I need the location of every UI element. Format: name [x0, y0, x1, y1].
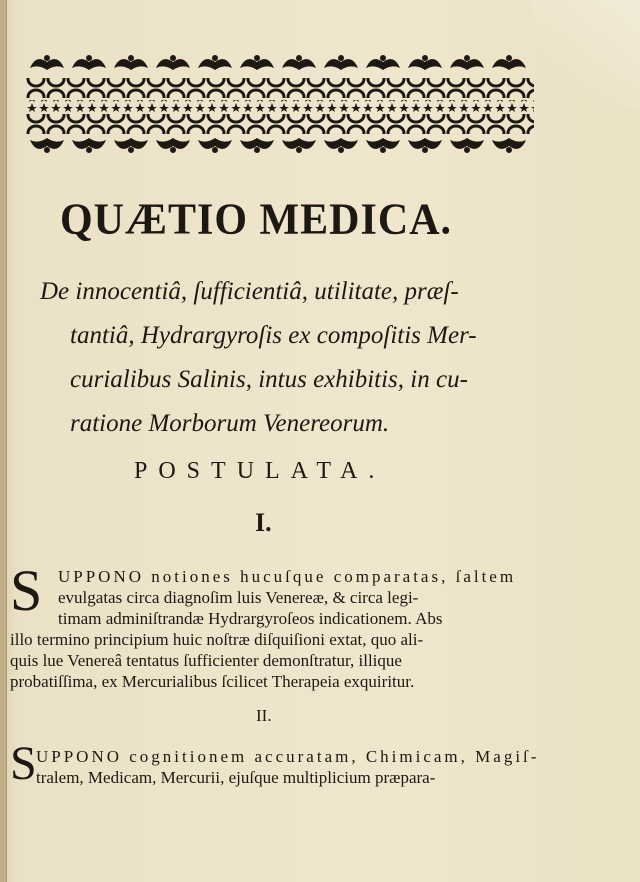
- subtitle-line: De innocentiâ, ſufficientiâ, utilitate, præſ-: [40, 278, 459, 305]
- subtitle-line: curialibus Salinis, intus exhibitis, in cu-: [70, 366, 468, 393]
- drop-capital: S: [10, 558, 43, 623]
- document-subtitle: [40, 270, 560, 446]
- paragraph: [10, 746, 540, 788]
- paragraph-line: quis lue Venereâ tentatus ſufficienter demonſtratur, illique: [10, 651, 402, 670]
- paragraph-line: timam adminiſtrandæ Hydrargyroſeos indicationem. Abs: [58, 609, 443, 628]
- section-numeral: II.: [256, 706, 272, 725]
- paragraph-line: probatiſſima, ex Mercurialibus ſcilicet Therapeia exquiritur.: [10, 672, 415, 691]
- page-fold: [530, 0, 640, 110]
- drop-capital: S: [10, 737, 37, 790]
- paragraph-line: UPPONO notiones hucuſque comparatas, ſaltem: [58, 567, 517, 586]
- paragraph-line: tralem, Medicam, Mercurii, ejuſque multiplicium præpara-: [36, 768, 436, 787]
- section-numeral: I.: [255, 508, 272, 537]
- subtitle-line: ratione Morborum Venereorum.: [70, 410, 390, 437]
- subtitle-line: tantiâ, Hydrargyroſis ex compoſitis Mer-: [70, 322, 477, 349]
- section-heading: POSTULATA.: [134, 458, 386, 484]
- ornamental-headpiece: [26, 52, 534, 172]
- paragraph-line: evulgatas circa diagnoſim luis Venereæ, & circa legi-: [58, 588, 419, 607]
- document-title: QUÆTIO MEDICA.: [60, 195, 453, 245]
- paragraph-line: UPPONO cognitionem accuratam, Chimicam, Magiſ-: [36, 747, 540, 766]
- page-border: [6, 0, 7, 882]
- paragraph-line: illo termino principium huic noſtræ diſquiſioni extat, quo ali-: [10, 630, 424, 649]
- paragraph: [10, 566, 518, 692]
